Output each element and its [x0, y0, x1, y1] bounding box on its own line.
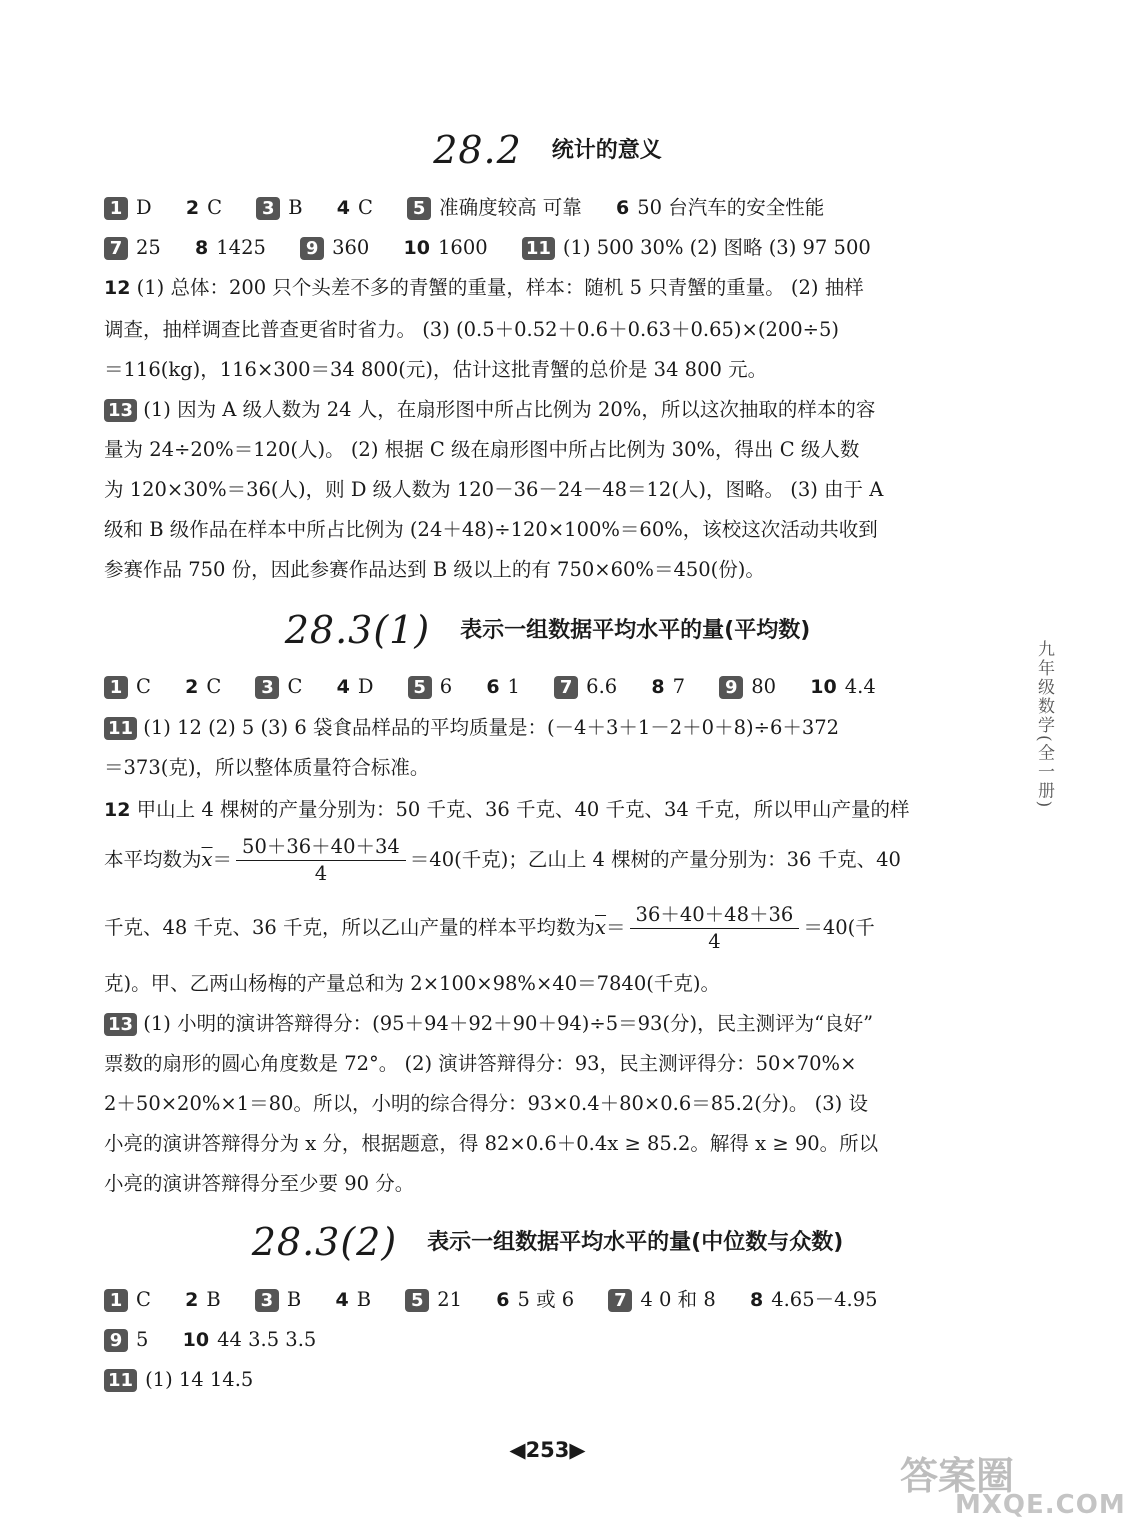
q13b-line-5: 小亮的演讲答辩得分至少要 90 分。	[104, 1172, 415, 1195]
answer-item: 2 B	[185, 1288, 221, 1311]
section-number: 28.2	[433, 128, 522, 172]
answer-item: 4 B	[335, 1288, 372, 1311]
answer-item: 10 44 3.5 3.5	[182, 1328, 317, 1351]
watermark-logo: 答案圈	[900, 1454, 1015, 1498]
section-name: 统计的意义	[551, 138, 662, 163]
q12b-line-1: 12 甲山上 4 棵树的产量分别为：50 千克、36 千克、40 千克、34 千克，所以甲山产量的样	[104, 798, 910, 821]
q13b-line-3: 2＋50×20%×1＝80。所以，小明的综合得分：93×0.4＋80×0.6＝85.2(分)。 (3) 设	[104, 1092, 868, 1115]
s1-answer-row-2	[104, 234, 899, 262]
q12b-line-3: 千克、48 千克、36 千克，所以乙山产量的样本平均数为$\overline{x}=$ $\frac{36+40+48+36}{4}$ ＝40(千	[104, 903, 875, 953]
section-28-2-title	[0, 128, 1095, 172]
s2-answer-row-1	[104, 673, 904, 701]
answer-item: 7 25	[104, 234, 161, 262]
q11b-line-1: 11 (1) 12 (2) 5 (3) 6 袋食品样品的平均质量是：(－4＋3＋1－2＋0＋8)÷6＋372	[104, 714, 839, 742]
answer-item: 8 4.65－4.95	[749, 1288, 878, 1311]
page-number: ◀253▶	[509, 1438, 586, 1462]
answer-item: 9 80	[719, 673, 776, 701]
answer-item: 4 D	[336, 675, 374, 698]
answer-item: 8 7	[651, 675, 686, 698]
side-book-title: 九年级数学(全一册)	[1034, 640, 1054, 810]
answer-item: 11 (1) 500 30% (2) 图略 (3) 97 500	[522, 234, 871, 262]
answer-item: 9 5	[104, 1326, 148, 1354]
answer-item: 3 C	[255, 673, 302, 701]
q13-line-5: 参赛作品 750 份，因此参赛作品达到 B 级以上的有 750×60%＝450(份)。	[104, 558, 765, 581]
answer-item: 6 50 台汽车的安全性能	[616, 196, 825, 219]
answer-item: 10 4.4	[810, 675, 876, 698]
q13b-line-1: 13 (1) 小明的演讲答辩得分：(95＋94＋92＋90＋94)÷5＝93(分)，民主测评为“良好”	[104, 1010, 873, 1038]
answer-item: 1 D	[104, 194, 152, 222]
answer-item: 7 6.6	[554, 673, 617, 701]
q12-line-3: ＝116(kg)，116×300＝34 800(元)，估计这批青蟹的总价是 34 800 元。	[104, 358, 768, 381]
answer-item: 9 360	[300, 234, 369, 262]
section-28-3-1-title	[0, 608, 1095, 652]
q12b-line-2: 本平均数为$\overline{x}=$ $\frac{50+36+40+34}{4}$ ＝40(千克)；乙山上 4 棵树的产量分别为：36 千克、40	[104, 835, 901, 885]
answer-item: 4 C	[336, 196, 373, 219]
section-name: 表示一组数据平均水平的量(平均数)	[460, 618, 811, 643]
q12-line-1: 12 (1) 总体：200 只个头差不多的青蟹的重量，样本：随机 5 只青蟹的重量。 (2) 抽样	[104, 276, 864, 299]
s3-answer-row-1	[104, 1286, 906, 1314]
answer-item: 11 (1) 14 14.5	[104, 1366, 253, 1394]
answer-item: 1 C	[104, 673, 151, 701]
answer-item: 3 B	[255, 1286, 301, 1314]
q13b-line-4: 小亮的演讲答辩得分为 x 分，根据题意，得 82×0.6＋0.4x ≥ 85.2。解得 x ≥ 90。所以	[104, 1132, 879, 1155]
fraction: $\frac{50+36+40+34}{4}$	[236, 834, 406, 887]
s1-answer-row-1	[104, 194, 852, 222]
section-number: 28.3(2)	[251, 1220, 398, 1264]
q12b-line-4: 克)。甲、乙两山杨梅的产量总和为 2×100×98%×40＝7840(千克)。	[104, 972, 720, 995]
fraction: $\frac{36+40+48+36}{4}$	[630, 902, 800, 955]
q13-line-3: 为 120×30%＝36(人)，则 D 级人数为 120－36－24－48＝12(人)，图略。 (3) 由于 A	[104, 478, 884, 501]
s3-answer-row-3	[104, 1366, 281, 1394]
answer-item: 6 1	[486, 675, 520, 698]
answer-item: 3 B	[256, 194, 302, 222]
answer-item: 6 5 或 6	[496, 1288, 575, 1311]
answer-item: 2 C	[185, 675, 222, 698]
answer-item: 2 C	[185, 196, 222, 219]
section-name: 表示一组数据平均水平的量(中位数与众数)	[427, 1230, 844, 1255]
q13-line-2: 量为 24÷20%＝120(人)。 (2) 根据 C 级在扇形图中所占比例为 30%，得出 C 级人数	[104, 438, 860, 461]
q11b-line-2: ＝373(克)，所以整体质量符合标准。	[104, 756, 430, 779]
answer-item: 5 6	[408, 673, 452, 701]
answer-item: 1 C	[104, 1286, 151, 1314]
section-number: 28.3(1)	[284, 608, 431, 652]
q13-line-4: 级和 B 级作品在样本中所占比例为 (24＋48)÷120×100%＝60%，该校这次活动共收到	[104, 518, 878, 541]
watermark-url: MXQE.COM	[955, 1490, 1126, 1520]
q13b-line-2: 票数的扇形的圆心角度数是 72°。 (2) 演讲答辩得分：93，民主测评得分：50×70%×	[104, 1052, 857, 1075]
q12-line-2: 调查，抽样调查比普查更省时省力。 (3) (0.5＋0.52＋0.6＋0.63＋0.65)×(200÷5)	[104, 318, 840, 341]
section-28-3-2-title	[0, 1220, 1095, 1264]
s3-answer-row-2	[104, 1326, 344, 1354]
q13-line-1: 13 (1) 因为 A 级人数为 24 人，在扇形图中所占比例为 20%，所以这次抽取的样本的容	[104, 396, 875, 424]
answer-item: 8 1425	[195, 236, 266, 259]
answer-item: 5 21	[405, 1286, 462, 1314]
answer-item: 10 1600	[403, 236, 488, 259]
answer-item: 7 4 0 和 8	[608, 1286, 715, 1314]
answer-item: 5 准确度较高 可靠	[407, 194, 582, 222]
